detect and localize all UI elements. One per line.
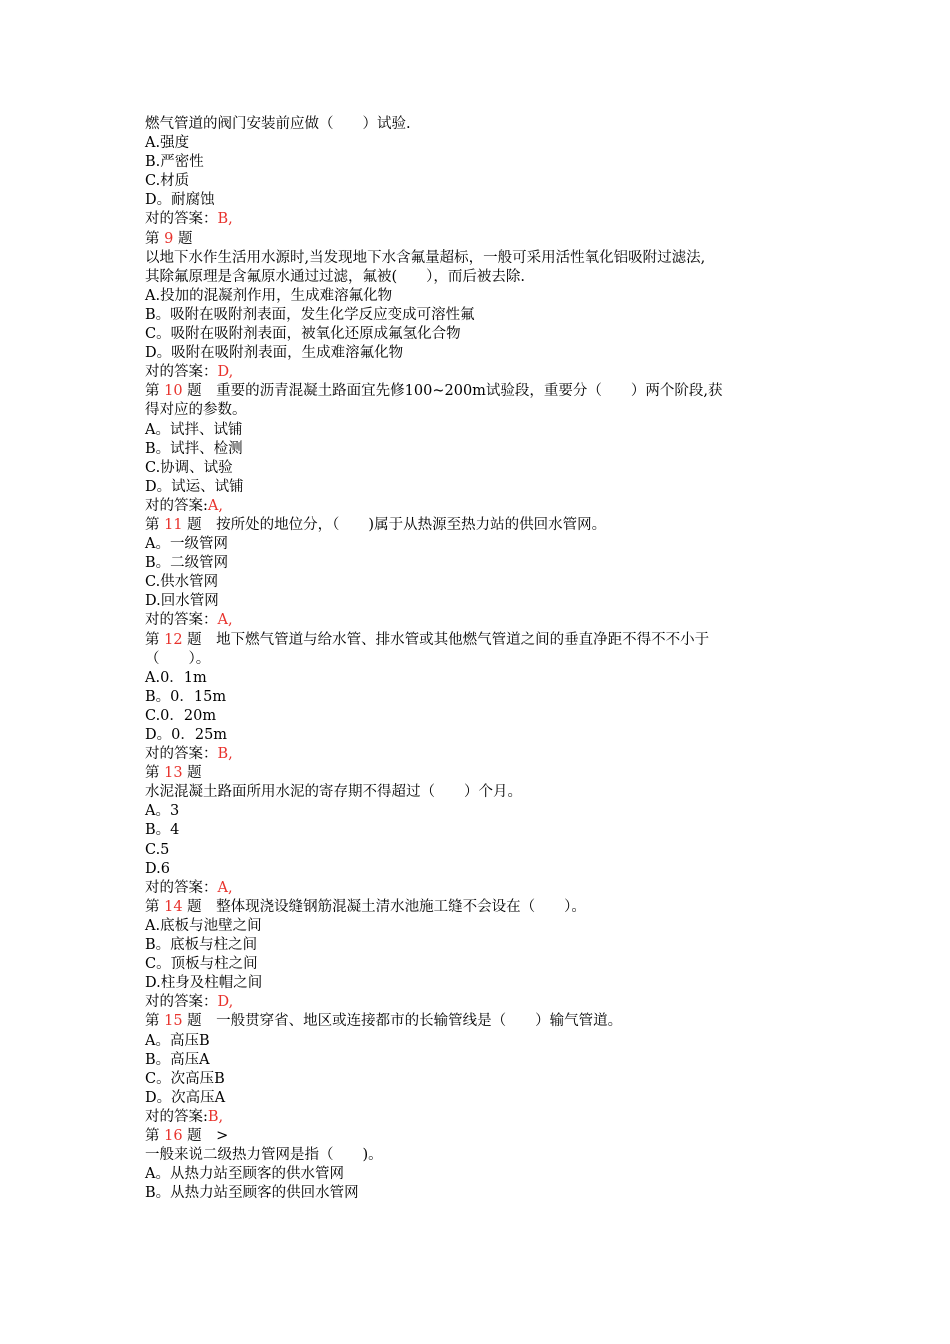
option-d: D。耐腐蚀 [145, 192, 215, 209]
heading-prefix: 第 [145, 898, 165, 915]
answer-label: 对的答案： [145, 746, 218, 763]
question-12 [145, 631, 805, 765]
answer-line [145, 497, 805, 516]
answer-label: 对的答案： [145, 211, 218, 228]
question-8 [145, 115, 805, 230]
option-b: B.严密性 [145, 154, 204, 171]
option-c: C.5 [145, 841, 170, 858]
answer-line [145, 611, 805, 630]
question-heading [145, 764, 805, 783]
question-number: 15 [164, 1013, 183, 1030]
option-b: B。0．15m [145, 688, 227, 705]
answer-value: B, [207, 1108, 224, 1125]
question-stem: 一般来说二级热力管网是指（ )。 [145, 1147, 383, 1164]
question-9 [145, 230, 805, 383]
heading-prefix: 第 [145, 765, 165, 782]
option-d: D。试运、试铺 [145, 478, 244, 495]
heading-prefix: 第 [145, 1127, 165, 1144]
option-a: A。试拌、试铺 [145, 421, 243, 438]
question-stem: （ ）。 [145, 650, 211, 667]
option-b: B。高压A [145, 1051, 210, 1068]
answer-value: A, [207, 497, 223, 514]
question-15 [145, 1012, 805, 1127]
question-14 [145, 898, 805, 1013]
option-a: A。高压B [145, 1032, 210, 1049]
question-number: 11 [164, 516, 183, 533]
option-c: C。次高压B [145, 1070, 225, 1087]
option-a: A.0．1m [145, 669, 207, 686]
answer-line [145, 210, 805, 229]
option-d: D.回水管网 [145, 593, 219, 610]
option-a: A.强度 [145, 135, 190, 152]
answer-value: A, [217, 612, 233, 629]
answer-label: 对的答案: [145, 1108, 208, 1125]
option-c: C.协调、试验 [145, 459, 233, 476]
answer-value: D, [217, 994, 234, 1011]
option-b: B。吸附在吸附剂表面，发生化学反应变成可溶性氟 [145, 306, 475, 323]
heading-suffix: 题 地下燃气管道与给水管、排水管或其他燃气管道之间的垂直净距不得不不小于 [182, 631, 710, 648]
option-d: D.柱身及柱帽之间 [145, 975, 263, 992]
question-heading [145, 1012, 805, 1031]
question-number: 12 [164, 631, 183, 648]
option-a: A。3 [145, 803, 180, 820]
answer-label: 对的答案： [145, 994, 218, 1011]
answer-label: 对的答案： [145, 612, 218, 629]
question-13 [145, 764, 805, 898]
question-number: 13 [164, 765, 183, 782]
option-d: D。0．25m [145, 727, 228, 743]
option-b: B。底板与柱之间 [145, 937, 258, 954]
option-a: A.底板与池壁之间 [145, 917, 262, 934]
question-10 [145, 382, 805, 516]
answer-line [145, 879, 805, 898]
option-b: B。试拌、检测 [145, 440, 243, 457]
option-c: C.供水管网 [145, 574, 219, 591]
heading-suffix: 题 一般贯穿省、地区或连接都市的长输管线是（ ）输气管道。 [182, 1013, 623, 1030]
heading-prefix: 第 [145, 631, 165, 648]
answer-label: 对的答案： [145, 364, 218, 381]
option-c: C.0．20m [145, 707, 217, 724]
question-11 [145, 516, 805, 631]
heading-suffix: 题 > [182, 1127, 229, 1144]
question-heading [145, 516, 805, 535]
question-number: 10 [164, 383, 183, 400]
question-heading [145, 631, 805, 650]
heading-suffix: 题 [173, 230, 193, 247]
heading-suffix: 题 重要的沥青混凝土路面宜先修100~200m试验段，重要分（ ）两个阶段,获 [182, 383, 723, 400]
option-a: A。一级管网 [145, 536, 228, 553]
question-heading [145, 230, 805, 249]
question-stem: 燃气管道的阀门安装前应做（ ）试验. [145, 116, 411, 132]
document-page [145, 115, 805, 1203]
answer-line [145, 363, 805, 382]
option-a: A.投加的混凝剂作用，生成难溶氟化物 [145, 287, 393, 304]
question-stem: 以地下水作生活用水源时,当发现地下水含氟量超标，一般可采用活性氧化铝吸附过滤法, [145, 249, 706, 266]
answer-line [145, 993, 805, 1012]
option-d: D.6 [145, 860, 170, 877]
option-b: B。二级管网 [145, 555, 229, 572]
heading-suffix: 题 [182, 765, 202, 782]
question-stem: 其除氟原理是含氟原水通过过滤，氟被( ），而后被去除. [145, 268, 526, 285]
option-d: D。吸附在吸附剂表面，生成难溶氟化物 [145, 345, 404, 362]
answer-label: 对的答案： [145, 879, 218, 896]
option-d: D。次高压A [145, 1089, 226, 1106]
question-heading [145, 898, 805, 917]
option-b: B。从热力站至顾客的供回水管网 [145, 1185, 359, 1202]
option-c: C.材质 [145, 173, 190, 190]
answer-line [145, 1108, 805, 1127]
option-a: A。从热力站至顾客的供水管网 [145, 1166, 344, 1183]
question-heading [145, 382, 805, 401]
option-c: C。顶板与柱之间 [145, 956, 258, 973]
question-stem: 得对应的参数。 [145, 402, 247, 419]
question-number: 14 [164, 898, 183, 915]
answer-label: 对的答案: [145, 497, 208, 514]
question-number: 16 [164, 1127, 183, 1144]
question-16 [145, 1127, 805, 1203]
question-number: 9 [164, 230, 174, 247]
heading-prefix: 第 [145, 1013, 165, 1030]
option-c: C。吸附在吸附剂表面，被氧化还原成氟氢化合物 [145, 326, 461, 343]
question-heading [145, 1127, 805, 1146]
answer-value: D, [217, 364, 234, 381]
answer-value: A, [217, 879, 233, 896]
heading-prefix: 第 [145, 516, 165, 533]
heading-prefix: 第 [145, 230, 165, 247]
option-b: B。4 [145, 822, 180, 839]
heading-prefix: 第 [145, 383, 165, 400]
answer-value: B, [217, 746, 233, 763]
answer-line [145, 745, 805, 764]
answer-value: B, [217, 211, 233, 228]
heading-suffix: 题 按所处的地位分，（ )属于从热源至热力站的供回水管网。 [182, 516, 607, 533]
question-stem: 水泥混凝土路面所用水泥的寄存期不得超过（ ）个月。 [145, 784, 522, 801]
heading-suffix: 题 整体现浇设缝钢筋混凝土清水池施工缝不会设在（ ）。 [182, 898, 586, 915]
